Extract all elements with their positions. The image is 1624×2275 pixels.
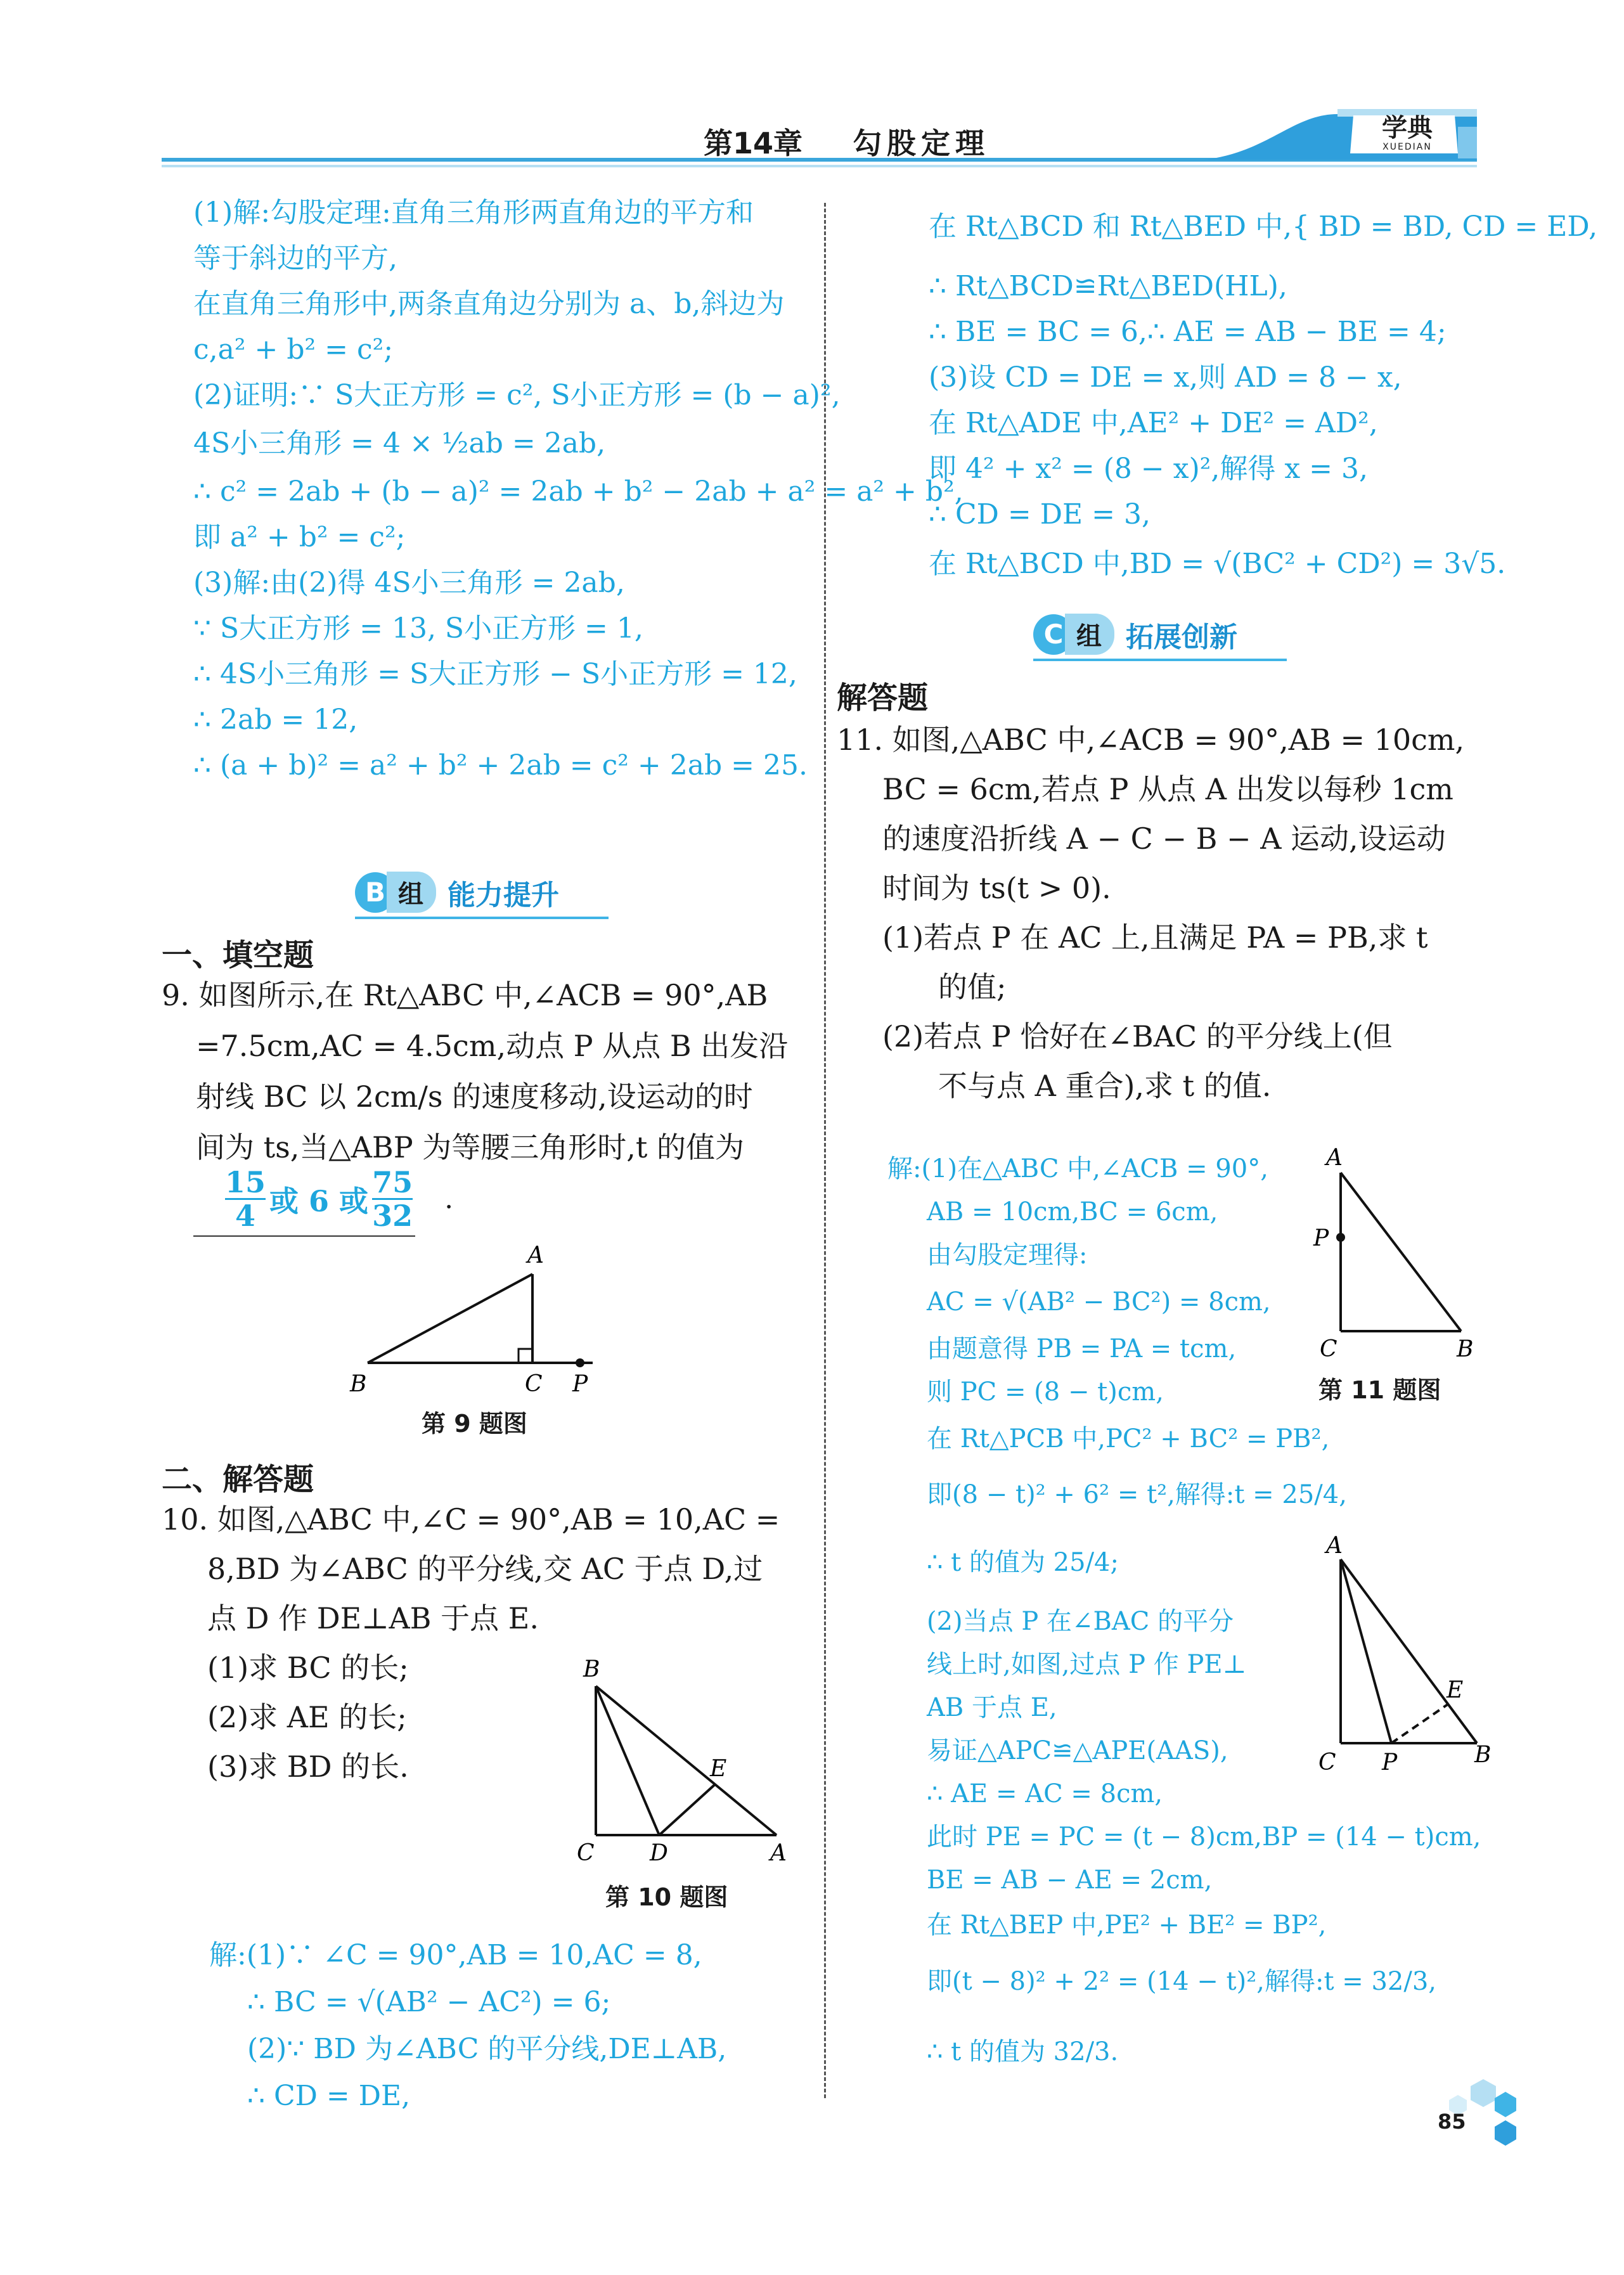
sol8-line: ∵ S大正方形 = 13, S小正方形 = 1, <box>193 612 643 645</box>
q10-line: 8,BD 为∠ABC 的平分线,交 AC 于点 D,过 <box>207 1552 763 1586</box>
q11-line: (1)若点 P 在 AC 上,且满足 PA = PB,求 t <box>882 920 1428 955</box>
sol10b-line: ∴ CD = DE = 3, <box>929 498 1150 531</box>
fig9-label-b: B <box>350 1371 367 1397</box>
group-b-heading <box>355 872 609 919</box>
fig10-label-a: A <box>770 1840 787 1866</box>
group-b-zu: 组 <box>387 872 436 913</box>
fig11-caption: 第 11 题图 <box>1318 1376 1441 1404</box>
logo-text-cn: 学典 <box>1382 113 1433 143</box>
group-c-underline <box>1033 659 1287 661</box>
q9-line: 间为 ts,当△ABP 为等腰三角形时,t 的值为 <box>196 1130 745 1164</box>
sol10-line: (2)∵ BD 为∠ABC 的平分线,DE⊥AB, <box>247 2033 727 2065</box>
sol8-line: ∴ 2ab = 12, <box>193 704 358 736</box>
fig9-label-c: C <box>525 1371 543 1397</box>
sol8-line: (2)证明:∵ S大正方形 = c², S小正方形 = (b − a)², <box>193 379 841 411</box>
sol10-line: 解:(1)∵ ∠C = 90°,AB = 10,AC = 8, <box>209 1939 702 1971</box>
header-chapter: 第14章 <box>704 126 803 160</box>
sol8-line: ∴ c² = 2ab + (b − a)² = 2ab + b² − 2ab + a² = a² + b², <box>193 475 963 508</box>
logo-text-en: XUEDIAN <box>1382 142 1432 152</box>
sol8-line: 4S小三角形 = 4 × ½ab = 2ab, <box>193 427 606 460</box>
sol11-line: 解:(1)在△ABC 中,∠ACB = 90°, <box>887 1154 1268 1183</box>
q9-frac1 <box>225 1166 266 1232</box>
fig9-label-p: P <box>572 1371 588 1397</box>
figure-9 <box>342 1236 621 1414</box>
q10-line: (3)求 BD 的长. <box>207 1750 409 1784</box>
q9-mid: 或 6 或 <box>269 1183 369 1218</box>
question-11 <box>837 715 1464 1111</box>
group-c-title: 拓展创新 <box>1126 621 1237 654</box>
q9-answer <box>193 1165 454 1237</box>
sol10b-line: 在 Rt△BCD 和 Rt△BED 中,{ BD = BD, CD = ED, <box>929 210 1598 243</box>
header-logo <box>1357 114 1458 152</box>
q10-line: (1)求 BC 的长; <box>207 1651 409 1685</box>
group-b-title: 能力提升 <box>448 879 559 912</box>
sol11-line: 在 Rt△BEP 中,PE² + BE² = BP², <box>927 1911 1327 1940</box>
fig10-label-e: E <box>710 1756 727 1782</box>
q11-line: BC = 6cm,若点 P 从点 A 出发以每秒 1cm <box>882 772 1453 806</box>
fig9-caption: 第 9 题图 <box>422 1410 527 1438</box>
group-c-badge: C <box>1033 614 1074 655</box>
sol11-line: AC = √(AB² − BC²) = 8cm, <box>927 1287 1271 1317</box>
section-answer: 二、解答题 <box>162 1462 314 1497</box>
page-number: 85 <box>1438 2110 1466 2134</box>
sol11-line: 则 PC = (8 − t)cm, <box>927 1377 1164 1407</box>
fig11b-label-c: C <box>1318 1750 1336 1776</box>
q9-end: . <box>444 1183 454 1215</box>
fig9-label-a: A <box>527 1242 544 1268</box>
fig11-label-a: A <box>1326 1145 1343 1171</box>
sol10b-line: 在 Rt△BCD 中,BD = √(BC² + CD²) = 3√5. <box>929 548 1506 580</box>
sol8-line: ∴ (a + b)² = a² + b² + 2ab = c² + 2ab = 25. <box>193 749 808 782</box>
q9-frac2 <box>372 1166 413 1232</box>
fig11-label-p: P <box>1313 1225 1329 1251</box>
sol11-line: ∴ t 的值为 32/3. <box>927 2037 1119 2066</box>
sol8-line: c,a² + b² = c²; <box>193 333 394 366</box>
fig10-caption: 第 10 题图 <box>605 1883 728 1911</box>
sol8-line: (3)解:由(2)得 4S小三角形 = 2ab, <box>193 567 625 599</box>
sol10b-line: 即 4² + x² = (8 − x)²,解得 x = 3, <box>929 453 1368 485</box>
sol11-line: 由勾股定理得: <box>927 1241 1088 1270</box>
sol8-line: ∴ 4S小三角形 = S大正方形 − S小正方形 = 12, <box>193 658 797 690</box>
sol10b-line: (3)设 CD = DE = x,则 AD = 8 − x, <box>929 361 1402 394</box>
fig11b-label-b: B <box>1474 1742 1492 1768</box>
sol10b-line: 在 Rt△ADE 中,AE² + DE² = AD², <box>929 407 1378 439</box>
figure-10 <box>564 1654 805 1870</box>
q10-line: 10. 如图,△ABC 中,∠C = 90°,AB = 10,AC = <box>162 1502 780 1537</box>
sol8-line: 在直角三角形中,两条直角边分别为 a、b,斜边为 <box>193 288 785 320</box>
q9-frac2-den: 32 <box>372 1199 413 1233</box>
sol10b-line: ∴ BE = BC = 6,∴ AE = AB − BE = 4; <box>929 316 1447 348</box>
solution-q10-part1 <box>209 1932 726 2120</box>
q10-line: (2)求 AE 的长; <box>207 1700 407 1734</box>
header-title: 勾股定理 <box>853 126 989 160</box>
solution-q10-part2 <box>929 190 1597 591</box>
q9-line: 9. 如图所示,在 Rt△ABC 中,∠ACB = 90°,AB <box>162 978 768 1012</box>
fig10-label-d: D <box>650 1840 668 1866</box>
fig10-line-ab <box>596 1686 777 1835</box>
fig9-point-p <box>576 1358 584 1367</box>
question-9 <box>162 970 788 1173</box>
solution-q11 <box>887 1147 1481 2089</box>
sol10-line: ∴ BC = √(AB² − AC²) = 6; <box>247 1986 611 2018</box>
fig9-line-ab <box>368 1274 532 1363</box>
section-answer-c: 解答题 <box>837 680 929 716</box>
q11-line: (2)若点 P 恰好在∠BAC 的平分线上(但 <box>882 1019 1393 1054</box>
sol11-line: AB 于点 E, <box>927 1693 1057 1722</box>
q9-line: =7.5cm,AC = 4.5cm,动点 P 从点 B 出发沿 <box>196 1029 789 1063</box>
sol11-line: (2)当点 P 在∠BAC 的平分 <box>927 1607 1234 1636</box>
group-b-badge: B <box>355 872 396 913</box>
hex-decoration <box>1471 2079 1496 2107</box>
fig10-line-bd <box>596 1686 659 1835</box>
sol11-line: ∴ t 的值为 25/4; <box>927 1548 1119 1577</box>
q9-frac1-den: 4 <box>235 1199 256 1233</box>
sol11-line: 易证△APC≌△APE(AAS), <box>927 1736 1228 1765</box>
sol11-line: BE = AB − AE = 2cm, <box>927 1866 1213 1895</box>
group-c-heading <box>1033 614 1287 661</box>
fig10-label-c: C <box>577 1840 595 1866</box>
fig11b-label-e: E <box>1447 1677 1464 1703</box>
fig11-label-b: B <box>1457 1336 1474 1362</box>
sol11-line: 在 Rt△PCB 中,PC² + BC² = PB², <box>927 1424 1330 1453</box>
group-c-zu: 组 <box>1065 614 1114 655</box>
header-decoration <box>0 0 1624 190</box>
q11-line: 时间为 ts(t > 0). <box>882 871 1111 905</box>
q11-line: 11. 如图,△ABC 中,∠ACB = 90°,AB = 10cm, <box>837 723 1465 757</box>
sol11-line: AB = 10cm,BC = 6cm, <box>927 1197 1218 1227</box>
q9-frac2-num: 75 <box>372 1165 413 1199</box>
fig9-right-angle <box>519 1349 532 1363</box>
sol10b-line: ∴ Rt△BCD≌Rt△BED(HL), <box>929 270 1287 302</box>
q9-frac1-num: 15 <box>225 1165 266 1199</box>
sol11-line: 此时 PE = PC = (t − 8)cm,BP = (14 − t)cm, <box>927 1822 1481 1852</box>
sol10-line: ∴ CD = DE, <box>247 2080 411 2112</box>
sol11-line: ∴ AE = AC = 8cm, <box>927 1779 1163 1808</box>
fig11b-label-p: P <box>1382 1750 1398 1776</box>
fig11b-label-a: A <box>1326 1534 1343 1559</box>
sol11-line: 线上时,如图,过点 P 作 PE⊥ <box>927 1650 1247 1679</box>
sol8-line: 等于斜边的平方, <box>193 242 397 274</box>
fig11-label-c: C <box>1320 1336 1337 1362</box>
hex-decoration <box>1495 2092 1516 2117</box>
sol11-line: 由题意得 PB = PA = tcm, <box>927 1334 1237 1363</box>
sol8-line: (1)解:勾股定理:直角三角形两直角边的平方和 <box>193 197 754 229</box>
q9-line: 射线 BC 以 2cm/s 的速度移动,设运动的时 <box>196 1079 753 1114</box>
page-header <box>0 0 1624 190</box>
fig10-label-b: B <box>583 1656 600 1682</box>
section-fill-blank: 一、填空题 <box>162 938 314 973</box>
q11-line: 不与点 A 重合),求 t 的值. <box>938 1069 1272 1103</box>
sol11-line: 即(8 − t)² + 6² = t²,解得:t = 25/4, <box>927 1480 1347 1509</box>
q11-line: 的速度沿折线 A − C − B − A 运动,设运动 <box>882 822 1446 856</box>
q10-line: 点 D 作 DE⊥AB 于点 E. <box>207 1601 539 1635</box>
sol11-line: 即(t − 8)² + 2² = (14 − t)²,解得:t = 32/3, <box>927 1967 1437 1996</box>
fig10-line-de <box>659 1784 715 1835</box>
q11-line: 的值; <box>938 970 1007 1004</box>
group-b-underline <box>355 917 609 919</box>
sol8-line: 即 a² + b² = c²; <box>193 521 406 553</box>
hex-decoration <box>1495 2120 1516 2146</box>
